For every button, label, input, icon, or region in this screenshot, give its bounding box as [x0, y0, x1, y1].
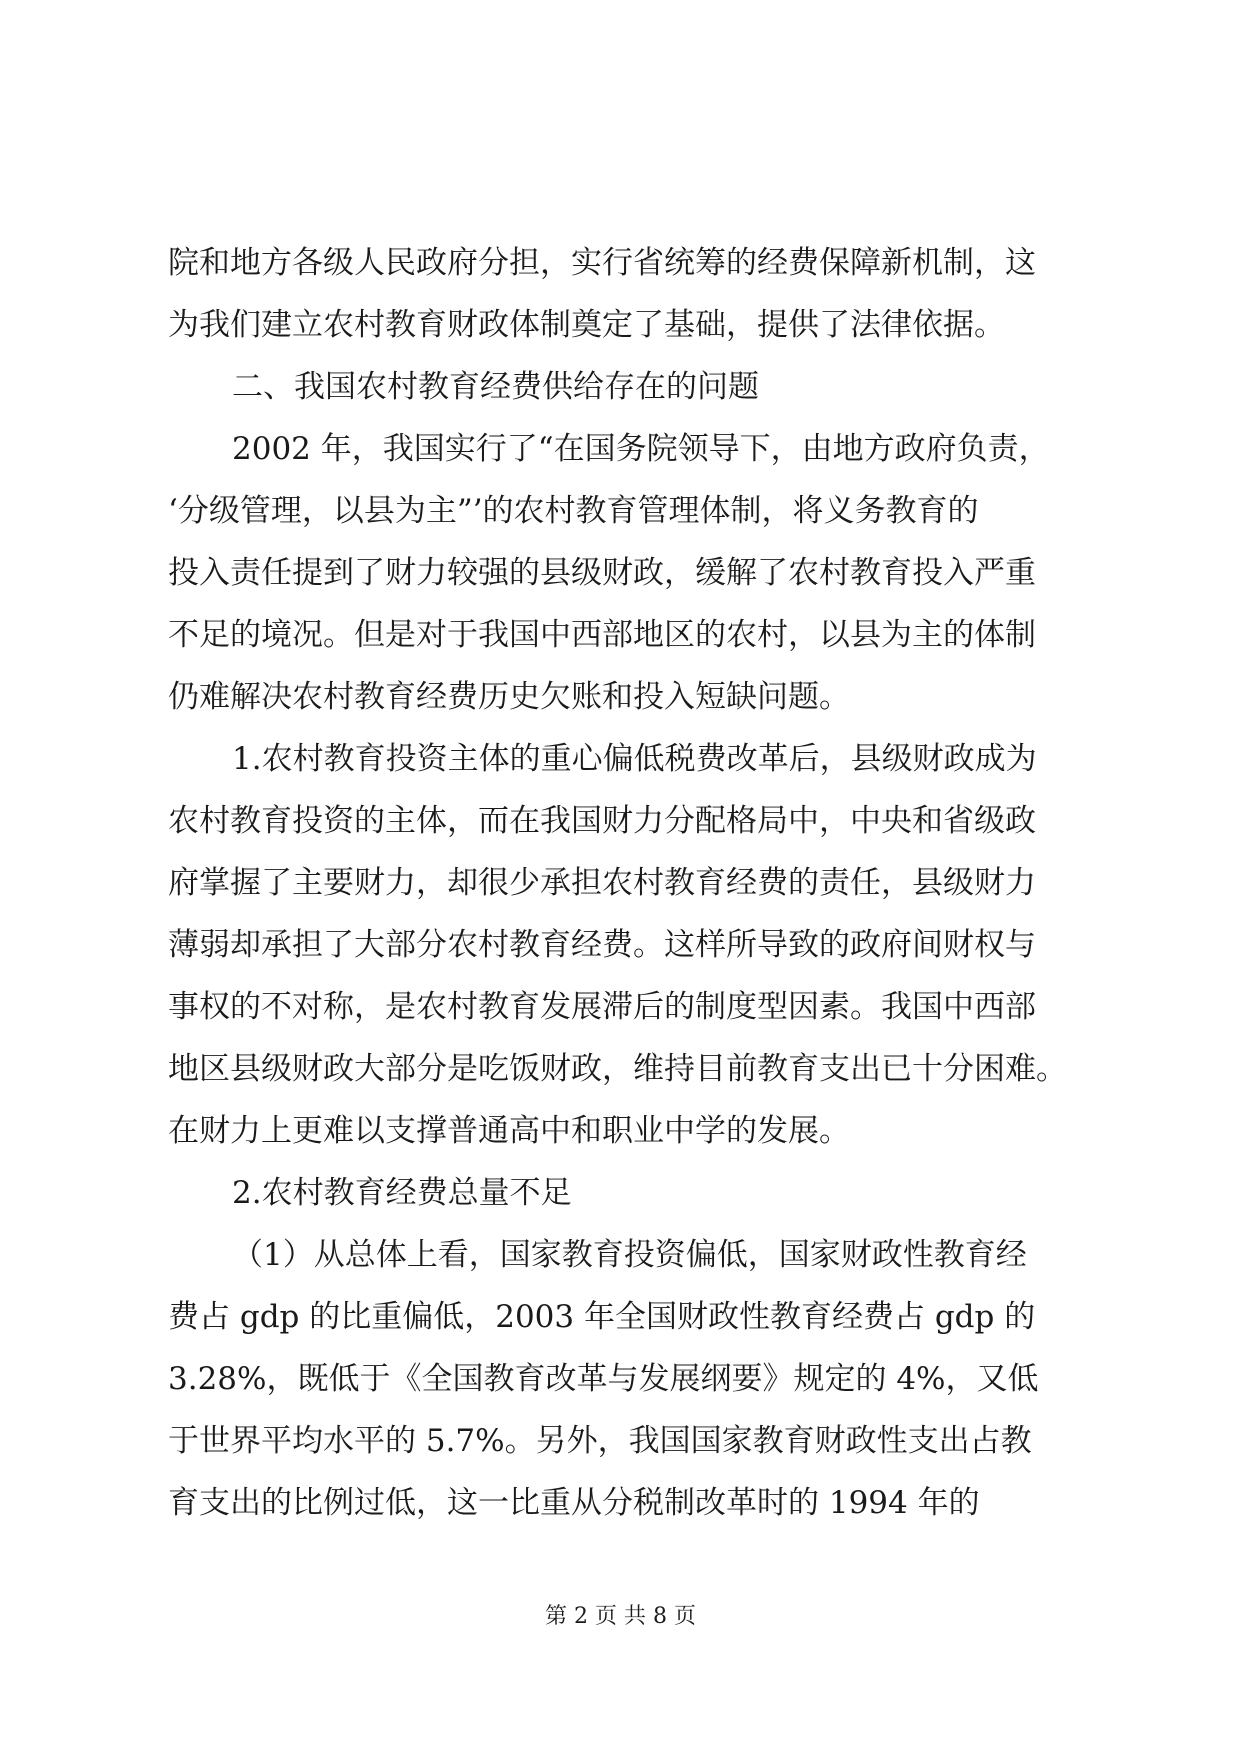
- text-line: 育支出的比例过低，这一比重从分税制改革时的 1994 年的: [168, 1485, 980, 1521]
- text-line: 薄弱却承担了大部分农村教育经费。这样所导致的政府间财权与: [168, 927, 1036, 963]
- text-line: 1.农村教育投资主体的重心偏低税费改革后，县级财政成为: [232, 741, 1037, 777]
- text-line: 于世界平均水平的 5.7%。另外，我国国家教育财政性支出占教: [168, 1423, 1032, 1459]
- text-line: 地区县级财政大部分是吃饭财政，维持目前教育支出已十分困难。: [168, 1051, 1067, 1087]
- text-line: 仍难解决农村教育经费历史欠账和投入短缺问题。: [168, 679, 850, 715]
- document-body: [168, 232, 1088, 1534]
- text-line: 2002 年，我国实行了“在国务院领导下，由地方政府负责，: [232, 431, 1050, 467]
- text-line: 在财力上更难以支撑普通高中和职业中学的发展。: [168, 1113, 850, 1149]
- text-line: 2.农村教育经费总量不足: [232, 1175, 572, 1211]
- text-line: 不足的境况。但是对于我国中西部地区的农村，以县为主的体制: [168, 617, 1036, 653]
- text-line: （1）从总体上看，国家教育投资偏低，国家财政性教育经: [232, 1237, 1027, 1273]
- text-line: 农村教育投资的主体，而在我国财力分配格局中，中央和省级政: [168, 803, 1036, 839]
- text-line: 事权的不对称，是农村教育发展滞后的制度型因素。我国中西部: [168, 989, 1036, 1025]
- text-line: 费占 gdp 的比重偏低，2003 年全国财政性教育经费占 gdp 的: [168, 1299, 1036, 1335]
- text-line: 府掌握了主要财力，却很少承担农村教育经费的责任，县级财力: [168, 865, 1036, 901]
- page-footer: 第 2 页 共 8 页: [545, 1604, 696, 1629]
- text-line: 为我们建立农村教育财政体制奠定了基础，提供了法律依据。: [168, 307, 1005, 343]
- text-line: 投入责任提到了财力较强的县级财政，缓解了农村教育投入严重: [168, 555, 1036, 591]
- text-line: ‘分级管理，以县为主”’的农村教育管理体制，将义务教育的: [168, 493, 979, 529]
- text-line: 3.28%，既低于《全国教育改革与发展纲要》规定的 4%，又低: [168, 1361, 1039, 1397]
- text-line: 二、我国农村教育经费供给存在的问题: [232, 369, 759, 405]
- text-line: 院和地方各级人民政府分担，实行省统筹的经费保障新机制，这: [168, 245, 1036, 281]
